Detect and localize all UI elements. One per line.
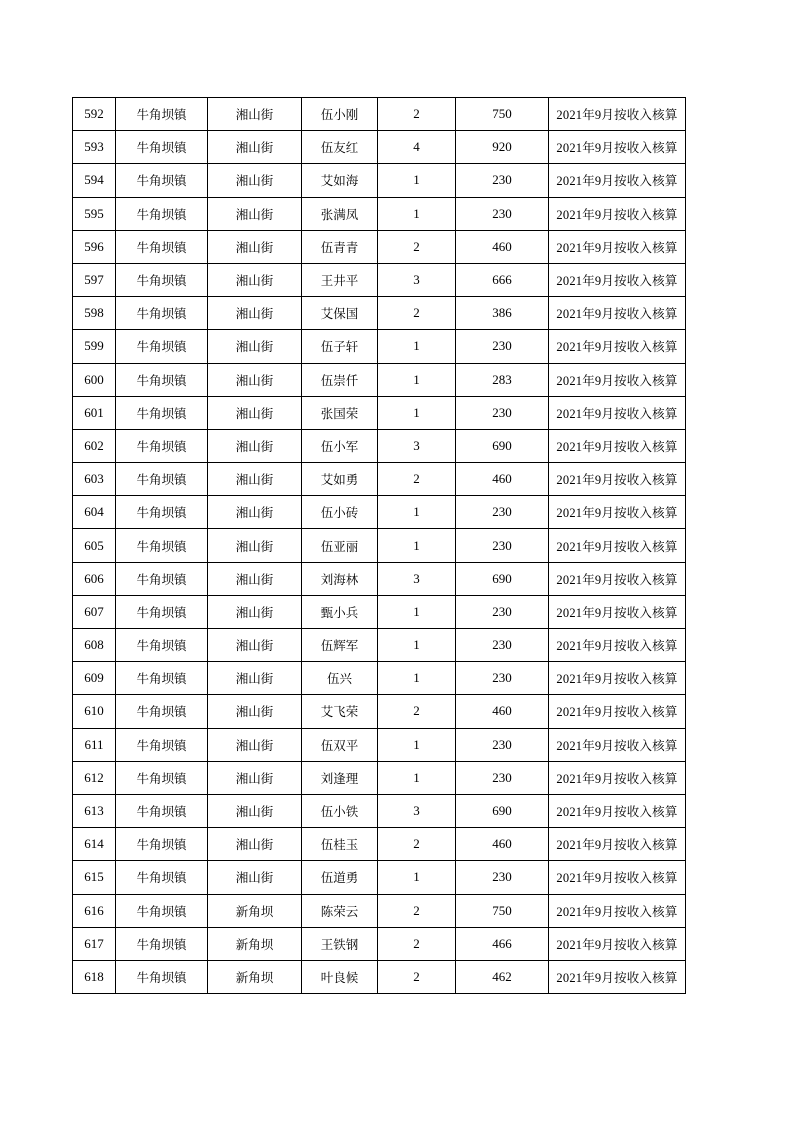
town-cell: 牛角坝镇 <box>116 230 208 263</box>
amount-cell: 386 <box>456 297 549 330</box>
note-cell: 2021年9月按收入核算 <box>549 330 686 363</box>
amount-cell: 230 <box>456 662 549 695</box>
town-cell: 牛角坝镇 <box>116 828 208 861</box>
household-size-cell: 1 <box>378 761 456 794</box>
table-row <box>73 297 686 330</box>
village-cell: 湘山街 <box>208 131 302 164</box>
name-cell: 王铁钢 <box>302 927 378 960</box>
household-size-cell: 2 <box>378 894 456 927</box>
amount-cell: 230 <box>456 761 549 794</box>
household-size-cell: 2 <box>378 695 456 728</box>
village-cell: 湘山街 <box>208 330 302 363</box>
row-number-cell: 615 <box>73 861 116 894</box>
note-cell: 2021年9月按收入核算 <box>549 894 686 927</box>
note-cell: 2021年9月按收入核算 <box>549 164 686 197</box>
table-row <box>73 595 686 628</box>
row-number-cell: 602 <box>73 429 116 462</box>
name-cell: 伍辉军 <box>302 629 378 662</box>
household-size-cell: 1 <box>378 728 456 761</box>
row-number-cell: 612 <box>73 761 116 794</box>
name-cell: 王井平 <box>302 263 378 296</box>
town-cell: 牛角坝镇 <box>116 927 208 960</box>
amount-cell: 283 <box>456 363 549 396</box>
amount-cell: 230 <box>456 728 549 761</box>
amount-cell: 230 <box>456 164 549 197</box>
table-row <box>73 629 686 662</box>
amount-cell: 462 <box>456 960 549 993</box>
household-size-cell: 4 <box>378 131 456 164</box>
table-row <box>73 662 686 695</box>
amount-cell: 666 <box>456 263 549 296</box>
note-cell: 2021年9月按收入核算 <box>549 396 686 429</box>
table-row <box>73 529 686 562</box>
town-cell: 牛角坝镇 <box>116 429 208 462</box>
village-cell: 湘山街 <box>208 695 302 728</box>
row-number-cell: 593 <box>73 131 116 164</box>
household-size-cell: 2 <box>378 463 456 496</box>
note-cell: 2021年9月按收入核算 <box>549 197 686 230</box>
village-cell: 湘山街 <box>208 463 302 496</box>
village-cell: 湘山街 <box>208 728 302 761</box>
town-cell: 牛角坝镇 <box>116 396 208 429</box>
town-cell: 牛角坝镇 <box>116 98 208 131</box>
row-number-cell: 594 <box>73 164 116 197</box>
note-cell: 2021年9月按收入核算 <box>549 960 686 993</box>
town-cell: 牛角坝镇 <box>116 197 208 230</box>
row-number-cell: 609 <box>73 662 116 695</box>
town-cell: 牛角坝镇 <box>116 695 208 728</box>
row-number-cell: 617 <box>73 927 116 960</box>
table-row <box>73 98 686 131</box>
note-cell: 2021年9月按收入核算 <box>549 429 686 462</box>
name-cell: 艾如海 <box>302 164 378 197</box>
village-cell: 湘山街 <box>208 429 302 462</box>
row-number-cell: 616 <box>73 894 116 927</box>
records-table <box>72 97 686 994</box>
amount-cell: 460 <box>456 695 549 728</box>
name-cell: 伍崇仟 <box>302 363 378 396</box>
row-number-cell: 611 <box>73 728 116 761</box>
row-number-cell: 608 <box>73 629 116 662</box>
amount-cell: 230 <box>456 595 549 628</box>
amount-cell: 230 <box>456 629 549 662</box>
household-size-cell: 2 <box>378 230 456 263</box>
town-cell: 牛角坝镇 <box>116 794 208 827</box>
note-cell: 2021年9月按收入核算 <box>549 794 686 827</box>
table-row <box>73 263 686 296</box>
town-cell: 牛角坝镇 <box>116 529 208 562</box>
amount-cell: 460 <box>456 463 549 496</box>
amount-cell: 690 <box>456 562 549 595</box>
table-row <box>73 429 686 462</box>
town-cell: 牛角坝镇 <box>116 629 208 662</box>
household-size-cell: 1 <box>378 629 456 662</box>
row-number-cell: 595 <box>73 197 116 230</box>
village-cell: 湘山街 <box>208 562 302 595</box>
household-size-cell: 3 <box>378 794 456 827</box>
note-cell: 2021年9月按收入核算 <box>549 230 686 263</box>
note-cell: 2021年9月按收入核算 <box>549 861 686 894</box>
row-number-cell: 597 <box>73 263 116 296</box>
name-cell: 甄小兵 <box>302 595 378 628</box>
row-number-cell: 596 <box>73 230 116 263</box>
village-cell: 湘山街 <box>208 794 302 827</box>
name-cell: 伍子轩 <box>302 330 378 363</box>
village-cell: 湘山街 <box>208 230 302 263</box>
table-row <box>73 396 686 429</box>
village-cell: 新角坝 <box>208 894 302 927</box>
town-cell: 牛角坝镇 <box>116 330 208 363</box>
village-cell: 湘山街 <box>208 761 302 794</box>
table-row <box>73 728 686 761</box>
amount-cell: 920 <box>456 131 549 164</box>
town-cell: 牛角坝镇 <box>116 861 208 894</box>
amount-cell: 230 <box>456 529 549 562</box>
town-cell: 牛角坝镇 <box>116 894 208 927</box>
name-cell: 叶良候 <box>302 960 378 993</box>
household-size-cell: 1 <box>378 496 456 529</box>
table-row <box>73 562 686 595</box>
town-cell: 牛角坝镇 <box>116 263 208 296</box>
household-size-cell: 2 <box>378 297 456 330</box>
table-row <box>73 463 686 496</box>
row-number-cell: 604 <box>73 496 116 529</box>
town-cell: 牛角坝镇 <box>116 960 208 993</box>
row-number-cell: 601 <box>73 396 116 429</box>
village-cell: 湘山街 <box>208 297 302 330</box>
town-cell: 牛角坝镇 <box>116 761 208 794</box>
table-body <box>73 98 686 994</box>
household-size-cell: 3 <box>378 263 456 296</box>
name-cell: 伍小铁 <box>302 794 378 827</box>
table-row <box>73 197 686 230</box>
household-size-cell: 2 <box>378 927 456 960</box>
town-cell: 牛角坝镇 <box>116 562 208 595</box>
table-row <box>73 164 686 197</box>
name-cell: 伍双平 <box>302 728 378 761</box>
note-cell: 2021年9月按收入核算 <box>549 98 686 131</box>
name-cell: 伍小砖 <box>302 496 378 529</box>
table-row <box>73 794 686 827</box>
village-cell: 湘山街 <box>208 496 302 529</box>
note-cell: 2021年9月按收入核算 <box>549 297 686 330</box>
note-cell: 2021年9月按收入核算 <box>549 263 686 296</box>
row-number-cell: 607 <box>73 595 116 628</box>
village-cell: 湘山街 <box>208 363 302 396</box>
household-size-cell: 2 <box>378 828 456 861</box>
table-row <box>73 960 686 993</box>
village-cell: 新角坝 <box>208 927 302 960</box>
village-cell: 湘山街 <box>208 529 302 562</box>
household-size-cell: 1 <box>378 396 456 429</box>
note-cell: 2021年9月按收入核算 <box>549 695 686 728</box>
note-cell: 2021年9月按收入核算 <box>549 496 686 529</box>
village-cell: 湘山街 <box>208 662 302 695</box>
name-cell: 伍小军 <box>302 429 378 462</box>
note-cell: 2021年9月按收入核算 <box>549 662 686 695</box>
name-cell: 刘逢理 <box>302 761 378 794</box>
note-cell: 2021年9月按收入核算 <box>549 562 686 595</box>
row-number-cell: 613 <box>73 794 116 827</box>
row-number-cell: 605 <box>73 529 116 562</box>
household-size-cell: 3 <box>378 562 456 595</box>
village-cell: 湘山街 <box>208 98 302 131</box>
row-number-cell: 610 <box>73 695 116 728</box>
row-number-cell: 606 <box>73 562 116 595</box>
village-cell: 湘山街 <box>208 197 302 230</box>
amount-cell: 230 <box>456 496 549 529</box>
village-cell: 湘山街 <box>208 861 302 894</box>
table-row <box>73 330 686 363</box>
household-size-cell: 1 <box>378 197 456 230</box>
table-row <box>73 695 686 728</box>
name-cell: 伍友红 <box>302 131 378 164</box>
table-row <box>73 828 686 861</box>
village-cell: 湘山街 <box>208 828 302 861</box>
table-row <box>73 894 686 927</box>
name-cell: 伍青青 <box>302 230 378 263</box>
amount-cell: 230 <box>456 197 549 230</box>
note-cell: 2021年9月按收入核算 <box>549 363 686 396</box>
village-cell: 新角坝 <box>208 960 302 993</box>
town-cell: 牛角坝镇 <box>116 662 208 695</box>
amount-cell: 460 <box>456 230 549 263</box>
town-cell: 牛角坝镇 <box>116 728 208 761</box>
amount-cell: 230 <box>456 861 549 894</box>
note-cell: 2021年9月按收入核算 <box>549 529 686 562</box>
amount-cell: 230 <box>456 330 549 363</box>
amount-cell: 750 <box>456 894 549 927</box>
row-number-cell: 614 <box>73 828 116 861</box>
household-size-cell: 1 <box>378 662 456 695</box>
name-cell: 艾保国 <box>302 297 378 330</box>
household-size-cell: 1 <box>378 330 456 363</box>
town-cell: 牛角坝镇 <box>116 297 208 330</box>
row-number-cell: 618 <box>73 960 116 993</box>
town-cell: 牛角坝镇 <box>116 131 208 164</box>
town-cell: 牛角坝镇 <box>116 164 208 197</box>
note-cell: 2021年9月按收入核算 <box>549 761 686 794</box>
note-cell: 2021年9月按收入核算 <box>549 463 686 496</box>
amount-cell: 690 <box>456 429 549 462</box>
name-cell: 伍兴 <box>302 662 378 695</box>
village-cell: 湘山街 <box>208 396 302 429</box>
village-cell: 湘山街 <box>208 629 302 662</box>
table-row <box>73 363 686 396</box>
name-cell: 艾飞荣 <box>302 695 378 728</box>
town-cell: 牛角坝镇 <box>116 363 208 396</box>
town-cell: 牛角坝镇 <box>116 496 208 529</box>
row-number-cell: 599 <box>73 330 116 363</box>
amount-cell: 750 <box>456 98 549 131</box>
amount-cell: 460 <box>456 828 549 861</box>
note-cell: 2021年9月按收入核算 <box>549 927 686 960</box>
table-row <box>73 761 686 794</box>
amount-cell: 230 <box>456 396 549 429</box>
name-cell: 张满凤 <box>302 197 378 230</box>
amount-cell: 690 <box>456 794 549 827</box>
note-cell: 2021年9月按收入核算 <box>549 629 686 662</box>
row-number-cell: 603 <box>73 463 116 496</box>
row-number-cell: 592 <box>73 98 116 131</box>
name-cell: 伍小刚 <box>302 98 378 131</box>
name-cell: 伍道勇 <box>302 861 378 894</box>
name-cell: 张国荣 <box>302 396 378 429</box>
row-number-cell: 598 <box>73 297 116 330</box>
village-cell: 湘山街 <box>208 263 302 296</box>
name-cell: 伍桂玉 <box>302 828 378 861</box>
household-size-cell: 1 <box>378 861 456 894</box>
household-size-cell: 2 <box>378 98 456 131</box>
village-cell: 湘山街 <box>208 595 302 628</box>
household-size-cell: 1 <box>378 595 456 628</box>
row-number-cell: 600 <box>73 363 116 396</box>
table-row <box>73 861 686 894</box>
table-row <box>73 496 686 529</box>
name-cell: 陈荣云 <box>302 894 378 927</box>
household-size-cell: 1 <box>378 164 456 197</box>
household-size-cell: 1 <box>378 529 456 562</box>
household-size-cell: 2 <box>378 960 456 993</box>
table-row <box>73 131 686 164</box>
household-size-cell: 1 <box>378 363 456 396</box>
village-cell: 湘山街 <box>208 164 302 197</box>
amount-cell: 466 <box>456 927 549 960</box>
note-cell: 2021年9月按收入核算 <box>549 828 686 861</box>
town-cell: 牛角坝镇 <box>116 463 208 496</box>
table-row <box>73 927 686 960</box>
table-row <box>73 230 686 263</box>
name-cell: 伍亚丽 <box>302 529 378 562</box>
town-cell: 牛角坝镇 <box>116 595 208 628</box>
note-cell: 2021年9月按收入核算 <box>549 728 686 761</box>
name-cell: 刘海林 <box>302 562 378 595</box>
note-cell: 2021年9月按收入核算 <box>549 595 686 628</box>
household-size-cell: 3 <box>378 429 456 462</box>
name-cell: 艾如勇 <box>302 463 378 496</box>
note-cell: 2021年9月按收入核算 <box>549 131 686 164</box>
